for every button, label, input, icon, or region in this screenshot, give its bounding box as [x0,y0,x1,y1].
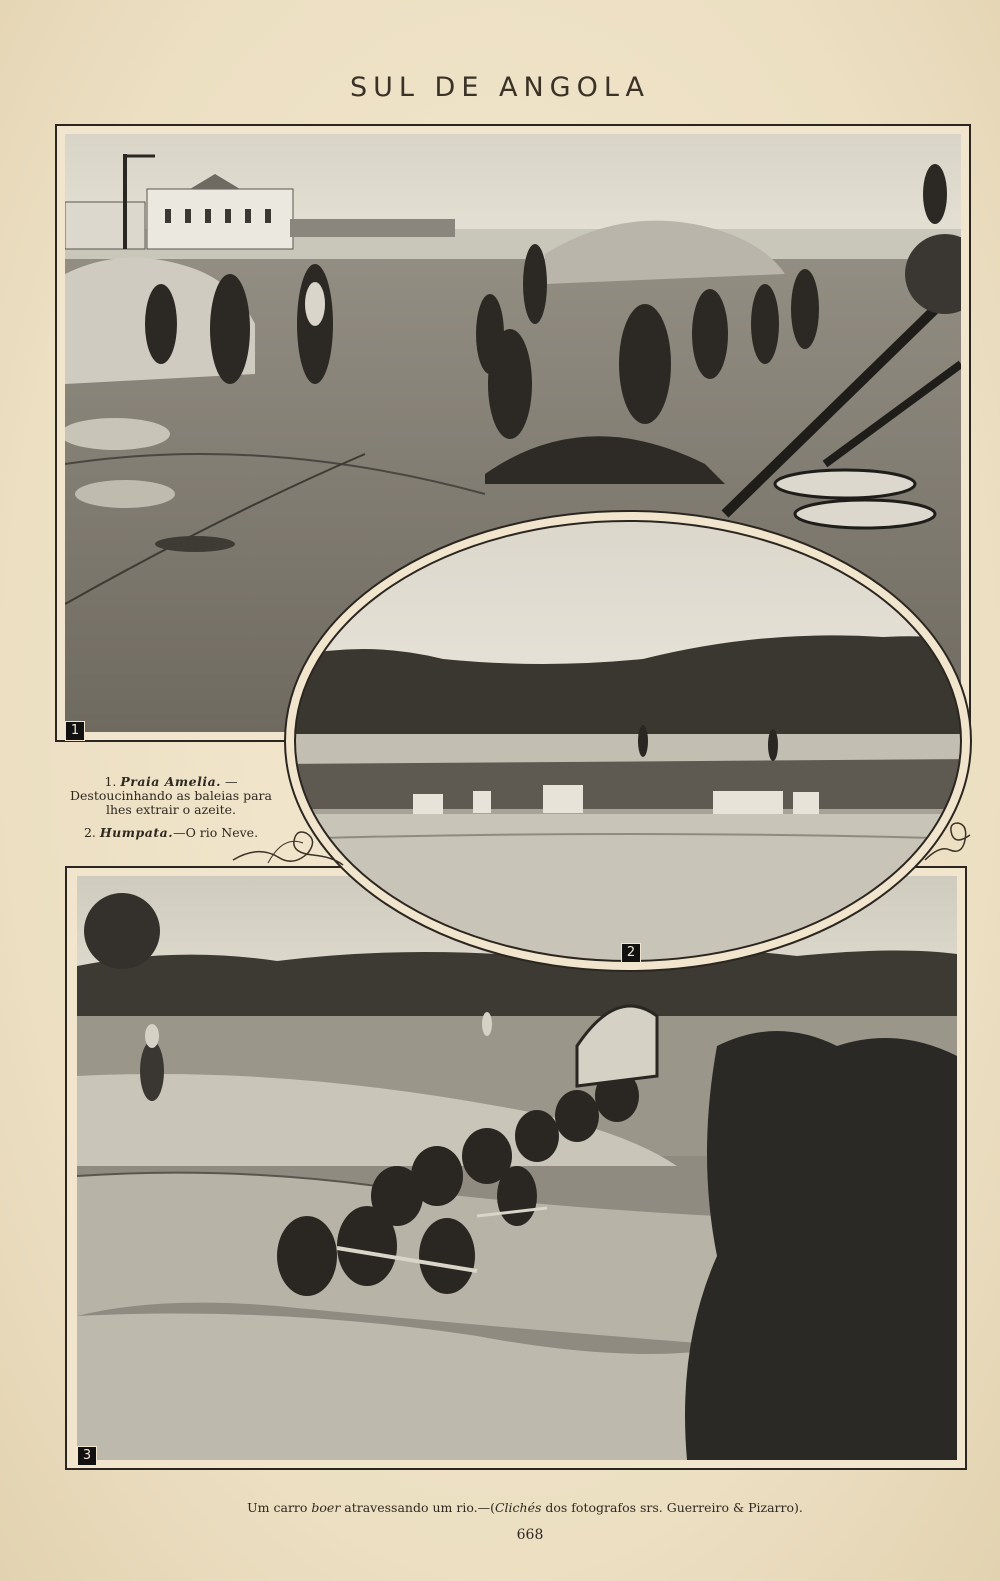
caption-1-place: Praia Amelia. [120,774,222,789]
photo-captions [62,775,280,849]
caption-3-part-c: atravessando um rio.—( [340,1500,495,1515]
caption-item-1 [62,775,280,817]
caption-2-text: —O rio Neve. [173,825,259,840]
ornament-flourish-right [920,805,975,865]
caption-3-part-d: Clichés [494,1500,542,1515]
caption-1-text: — Destoucinhando as baleias para lhes extrair o azeite. [70,774,272,817]
photo-number-2: 2 [621,943,641,963]
caption-3-part-b: boer [311,1500,341,1515]
caption-2-place: Humpata. [99,825,174,840]
caption-2-index: 2. [83,825,96,840]
photo-number-3: 3 [77,1446,97,1466]
page-title: SUL DE ANGOLA [350,72,650,103]
page-number: 668 [516,1527,544,1543]
photo-3-caption [0,1500,1000,1515]
caption-item-2 [62,826,280,840]
caption-3-part-e: dos fotografos srs. Guerreiro & Pizarro). [541,1500,803,1515]
caption-1-index: 1. [104,774,117,789]
photo-number-1: 1 [65,721,85,741]
caption-3-part-a: Um carro [247,1500,312,1515]
photo-plate-2-oval [283,509,973,973]
